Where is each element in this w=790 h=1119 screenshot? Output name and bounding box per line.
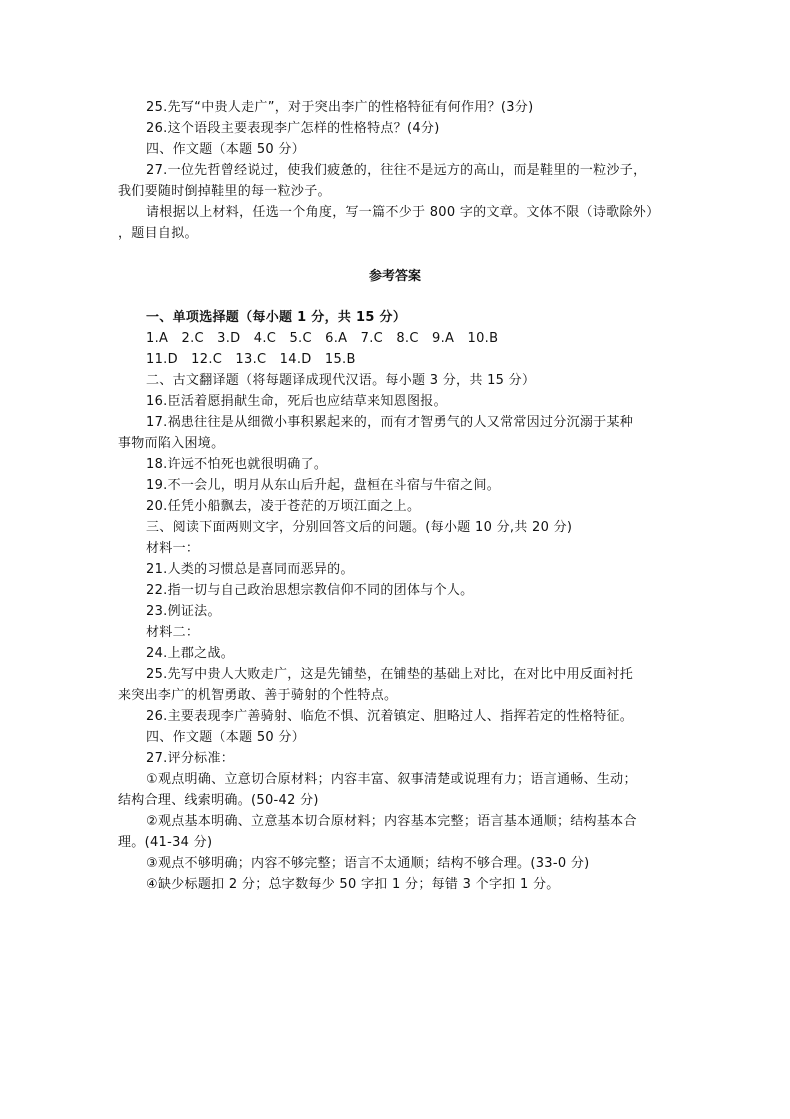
- answer-line: 27.评分标准：: [146, 751, 235, 766]
- answer-line: 来突出李广的机智勇敢、善于骑射的个性特点。: [118, 688, 398, 703]
- answer-line: ④缺少标题扣 2 分；总字数每少 50 字扣 1 分；每错 3 个字扣 1 分。: [146, 877, 560, 892]
- question-line: 四、作文题（本题 50 分）: [146, 142, 306, 157]
- answer-line: 19.不一会儿，明月从东山后升起，盘桓在斗宿与牛宿之间。: [146, 478, 501, 493]
- question-line: 26.这个语段主要表现李广怎样的性格特点？(4分): [146, 121, 440, 136]
- answer-line: ②观点基本明确、立意基本切合原材料；内容基本完整；语言基本通顺；结构基本合: [146, 814, 637, 829]
- answer-line: 结构合理、线索明确。(50-42 分): [118, 793, 319, 808]
- answer-line: ①观点明确、立意切合原材料；内容丰富、叙事清楚或说理有力；语言通畅、生动；: [146, 772, 637, 787]
- question-line: 请根据以上材料，任选一个角度，写一篇不少于 800 字的文章。文体不限（诗歌除外）: [146, 205, 660, 220]
- answer-line: 21.人类的习惯总是喜同而恶异的。: [146, 562, 354, 577]
- question-line: ，题目自拟。: [118, 226, 198, 241]
- answer-line: 16.臣活着愿捐献生命，死后也应结草来知恩图报。: [146, 394, 447, 409]
- answer-section-title: 参考答案: [368, 269, 421, 284]
- answer-line: 24.上郡之战。: [146, 646, 235, 661]
- answer-line: ③观点不够明确；内容不够完整；语言不太通顺；结构不够合理。(33-0 分): [146, 856, 590, 871]
- answer-line: 材料二：: [146, 625, 200, 640]
- answer-line: 22.指一切与自己政治思想宗教信仰不同的团体与个人。: [146, 583, 474, 598]
- answer-line: 二、古文翻译题（将每题译成现代汉语。每小题 3 分，共 15 分）: [146, 373, 536, 388]
- answer-line: 11.D 12.C 13.C 14.D 15.B: [146, 352, 356, 367]
- answer-line: 18.许远不怕死也就很明确了。: [146, 457, 328, 472]
- answer-heading: 一、单项选择题（每小题 1 分，共 15 分）: [146, 310, 407, 325]
- answer-line: 25.先写中贵人大败走广，这是先铺垫，在铺垫的基础上对比，在对比中用反面衬托: [146, 667, 634, 682]
- answer-line: 材料一：: [146, 541, 200, 556]
- answer-line: 17.祸患往往是从细微小事积累起来的，而有才智勇气的人又常常因过分沉溺于某种: [146, 415, 634, 430]
- answer-line: 1.A 2.C 3.D 4.C 5.C 6.A 7.C 8.C 9.A 10.B: [146, 331, 499, 346]
- answer-line: 20.任凭小船飘去，凌于苍茫的万顷江面之上。: [146, 499, 421, 514]
- answer-line: 四、作文题（本题 50 分）: [146, 730, 306, 745]
- answer-line: 26.主要表现李广善骑射、临危不惧、沉着镇定、胆略过人、指挥若定的性格特征。: [146, 709, 634, 724]
- answer-line: 三、阅读下面两则文字，分别回答文后的问题。(每小题 10 分,共 20 分): [146, 520, 573, 535]
- question-line: 我们要随时倒掉鞋里的每一粒沙子。: [118, 184, 331, 199]
- question-line: 27.一位先哲曾经说过，使我们疲惫的，往往不是远方的高山，而是鞋里的一粒沙子，: [146, 163, 647, 178]
- answer-line: 事物而陷入困境。: [118, 436, 225, 451]
- question-line: 25.先写“中贵人走广”，对于突出李广的性格特征有何作用？(3分): [146, 100, 534, 115]
- answer-line: 23.例证法。: [146, 604, 221, 619]
- answer-line: 理。(41-34 分): [118, 835, 213, 850]
